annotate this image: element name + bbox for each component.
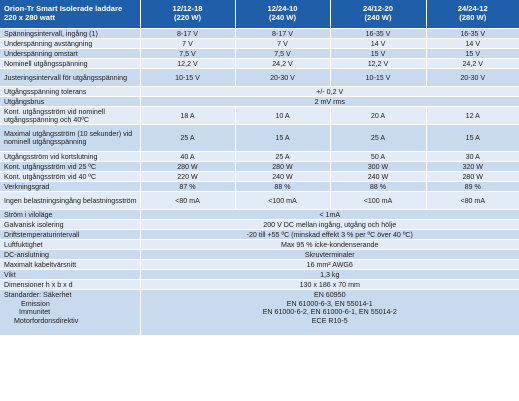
span-value: 200 V DC mellan ingång, utgång och hölje [140, 220, 519, 230]
table-row [0, 270, 519, 280]
cell-value: 15 A [235, 125, 330, 152]
cell-value: 10-15 V [140, 69, 235, 87]
table-row [0, 29, 519, 39]
cell-value: 300 W [330, 162, 426, 172]
cell-value: 8-17 V [235, 29, 330, 39]
row-label: Maximal utgångsström (10 sekunder) vid nominell utgångsspänning [0, 125, 140, 152]
cell-value: 89 % [426, 182, 519, 192]
cell-value: 18 A [140, 107, 235, 125]
cell-value: 7 V [140, 39, 235, 49]
row-label: Galvanisk isolering [0, 220, 140, 230]
cell-value: 20-30 V [235, 69, 330, 87]
cell-value: 30 A [426, 152, 519, 162]
table-row [0, 280, 519, 290]
cell-value: 15 A [426, 125, 519, 152]
header-row [0, 0, 519, 29]
cell-value: 14 V [330, 39, 426, 49]
table-row [0, 240, 519, 250]
cell-value: 24,2 V [426, 59, 519, 69]
standards-values: EN 60950 EN 61000-6-3, EN 55014-1 EN 61000-6-2, EN 61000-6-1, EN 55014-2 ECE R10-5 [140, 290, 519, 336]
cell-value: 10-15 V [330, 69, 426, 87]
cell-value: 25 A [140, 125, 235, 152]
cell-value: 320 W [426, 162, 519, 172]
row-label: Ström i viloläge [0, 210, 140, 220]
cell-value: <80 mA [426, 192, 519, 210]
table-row [0, 192, 519, 210]
table-row [0, 107, 519, 125]
cell-value: <80 mA [140, 192, 235, 210]
model-header: 12/24-10 (240 W) [235, 0, 330, 29]
table-row [0, 39, 519, 49]
cell-value: 220 W [140, 172, 235, 182]
cell-value: 16-35 V [330, 29, 426, 39]
row-label: Driftstemperaturintervall [0, 230, 140, 240]
cell-value: 7,5 V [235, 49, 330, 59]
span-value: 2 mV rms [140, 97, 519, 107]
cell-value: 10 A [235, 107, 330, 125]
span-value: -20 till +55 ºC (minskad effekt 3 % per ºC över 40 ºC) [140, 230, 519, 240]
row-label: Underspänning avstängning [0, 39, 140, 49]
cell-value: 280 W [426, 172, 519, 182]
cell-value: 88 % [330, 182, 426, 192]
table-row [0, 59, 519, 69]
cell-value: 14 V [426, 39, 519, 49]
table-row [0, 210, 519, 220]
span-value: 1,3 kg [140, 270, 519, 280]
cell-value: 25 A [330, 125, 426, 152]
cell-value: 280 W [140, 162, 235, 172]
cell-value: 7 V [235, 39, 330, 49]
row-label: Dimensioner h x b x d [0, 280, 140, 290]
row-label: Utgångsspänning tolerans [0, 87, 140, 97]
cell-value: 20 A [330, 107, 426, 125]
row-label: Nominell utgångsspänning [0, 59, 140, 69]
table-row [0, 230, 519, 240]
row-label: Verkningsgrad [0, 182, 140, 192]
table-row [0, 250, 519, 260]
table-row [0, 162, 519, 172]
row-label: Ingen belastningsingång belastningsström [0, 192, 140, 210]
span-value: +/- 0,2 V [140, 87, 519, 97]
table-row [0, 172, 519, 182]
cell-value: 8-17 V [140, 29, 235, 39]
row-label: Utgångsström vid kortslutning [0, 152, 140, 162]
table-row [0, 69, 519, 87]
cell-value: 12 A [426, 107, 519, 125]
cell-value: 87 % [140, 182, 235, 192]
row-label: Kont. utgångsström vid 25 ºC [0, 162, 140, 172]
table-row [0, 49, 519, 59]
cell-value: 24,2 V [235, 59, 330, 69]
standards-row [0, 290, 519, 336]
cell-value: 12,2 V [330, 59, 426, 69]
table-row [0, 152, 519, 162]
cell-value: 280 W [235, 162, 330, 172]
table-title: Orion-Tr Smart Isolerade laddare 220 x 280 watt [0, 0, 140, 29]
row-label: Luftfuktighet [0, 240, 140, 250]
model-header: 12/12-18 (220 W) [140, 0, 235, 29]
cell-value: <100 mA [330, 192, 426, 210]
row-label: Kont. utgångsström vid nominell utgångsspänning och 40ºC [0, 107, 140, 125]
row-label: Kont. utgångsström vid 40 ºC [0, 172, 140, 182]
table-row [0, 220, 519, 230]
model-header: 24/24-12 (280 W) [426, 0, 519, 29]
standards-labels: Standarder: Säkerhet Emission Immunitet Motorfordonsdirektiv [0, 290, 140, 336]
model-header: 24/12-20 (240 W) [330, 0, 426, 29]
row-label: DC-anslutning [0, 250, 140, 260]
cell-value: <100 mA [235, 192, 330, 210]
table-row [0, 260, 519, 270]
row-label: Justeringsintervall för utgångsspänning [0, 69, 140, 87]
cell-value: 25 A [235, 152, 330, 162]
row-label: Maximalt kabeltvärsnitt [0, 260, 140, 270]
row-label: Utgångsbrus [0, 97, 140, 107]
span-value: Skruvterminaler [140, 250, 519, 260]
cell-value: 7,5 V [140, 49, 235, 59]
table-row [0, 87, 519, 97]
row-label: Underspänning omstart [0, 49, 140, 59]
table-row [0, 182, 519, 192]
cell-value: 20-30 V [426, 69, 519, 87]
span-value: < 1mA [140, 210, 519, 220]
span-value: Max 95 % icke-kondenserande [140, 240, 519, 250]
cell-value: 40 A [140, 152, 235, 162]
cell-value: 15 V [330, 49, 426, 59]
cell-value: 16-35 V [426, 29, 519, 39]
row-label: Vikt [0, 270, 140, 280]
cell-value: 50 A [330, 152, 426, 162]
row-label: Spänningsintervall, ingång (1) [0, 29, 140, 39]
cell-value: 88 % [235, 182, 330, 192]
table-row [0, 97, 519, 107]
span-value: 130 x 186 x 70 mm [140, 280, 519, 290]
cell-value: 240 W [235, 172, 330, 182]
cell-value: 240 W [330, 172, 426, 182]
cell-value: 12,2 V [140, 59, 235, 69]
cell-value: 15 V [426, 49, 519, 59]
table-row [0, 125, 519, 152]
span-value: 16 mm² AWG6 [140, 260, 519, 270]
